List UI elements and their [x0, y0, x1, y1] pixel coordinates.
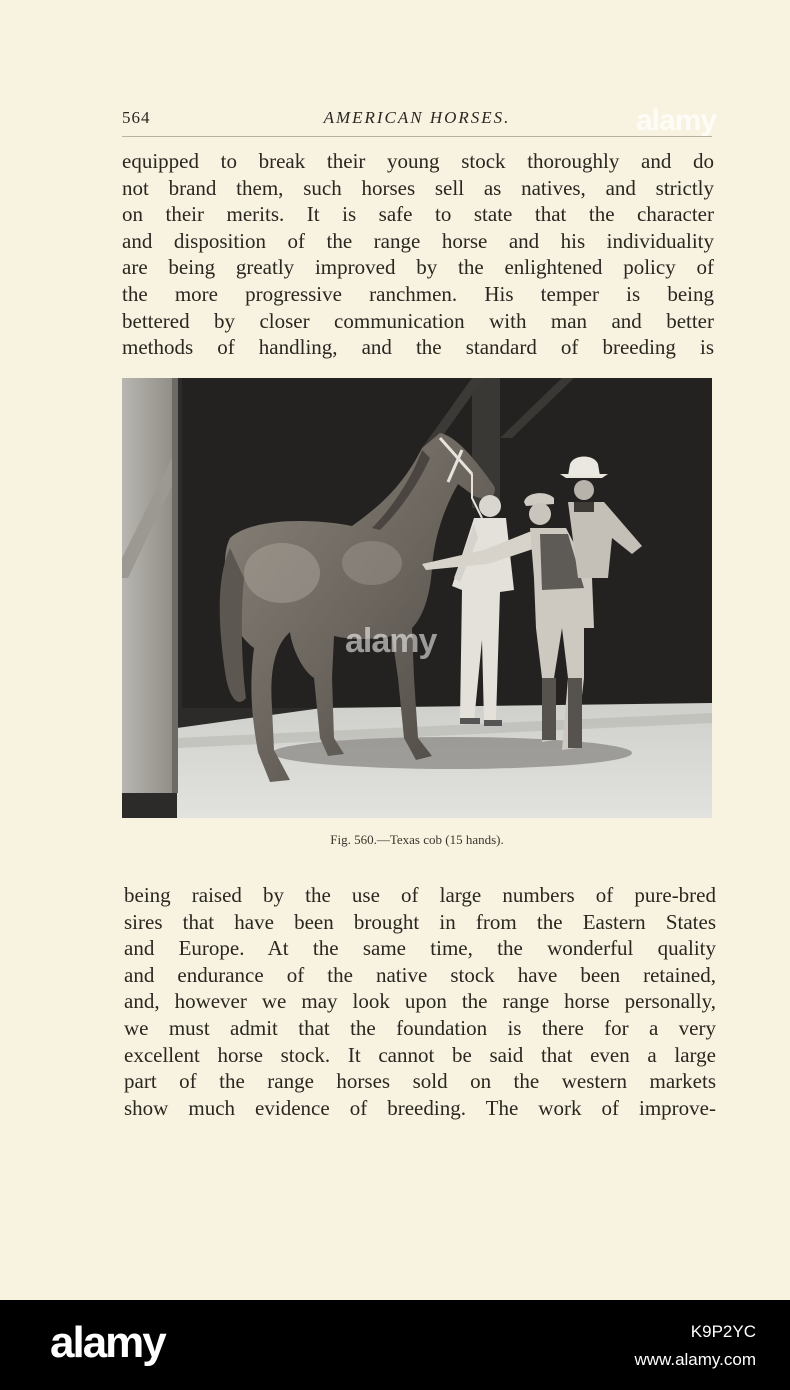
- text-line: the more progressive ranchmen. His temper is being: [122, 281, 714, 306]
- text-line: equipped to break their young stock thoroughly and do: [122, 149, 714, 173]
- paragraph-top: [122, 148, 714, 361]
- page-header: [122, 106, 712, 137]
- text-line: being raised by the use of large numbers of pure-bred: [124, 883, 716, 907]
- text-line: show much evidence of breeding. The work of improve-: [124, 1095, 716, 1120]
- watermark-logo-top: alamy: [636, 104, 717, 137]
- text-line: excellent horse stock. It cannot be said that even a large: [124, 1042, 716, 1067]
- figure-caption: Fig. 560.—Texas cob (15 hands).: [330, 832, 504, 847]
- image-id: K9P2YC: [690, 1322, 756, 1341]
- text-line: methods of handling, and the standard of breeding is: [122, 335, 714, 360]
- horse-photo-illustration: [122, 378, 712, 818]
- text-line: are being greatly improved by the enlightened policy of: [122, 255, 714, 280]
- text-line: part of the range horses sold on the western markets: [124, 1069, 716, 1094]
- text-line: not brand them, such horses sell as natives, and strictly: [122, 175, 714, 200]
- text-line: bettered by closer communication with man and better: [122, 308, 714, 333]
- text-line: and, however we may look upon the range horse personally,: [124, 989, 716, 1014]
- text-line: and disposition of the range horse and his individuality: [122, 228, 714, 253]
- text-line: we must admit that the foundation is there for a very: [124, 1015, 716, 1040]
- alamy-logo: alamy: [50, 1318, 165, 1367]
- running-title: AMERICAN HORSES.: [323, 108, 511, 127]
- text-line: on their merits. It is safe to state that the character: [122, 202, 714, 227]
- text-line: and endurance of the native stock have been retained,: [124, 962, 716, 987]
- text-line: and Europe. At the same time, the wonderful quality: [124, 936, 716, 961]
- paragraph-bottom: [124, 882, 716, 1121]
- page-number: 564: [122, 108, 151, 127]
- site-url: www.alamy.com: [634, 1350, 756, 1369]
- text-line: sires that have been brought in from the Eastern States: [124, 909, 716, 934]
- figure-photo-texas-cob: [122, 378, 712, 818]
- stock-footer-bar: [0, 1300, 790, 1390]
- watermark-logo-center: alamy: [345, 622, 437, 660]
